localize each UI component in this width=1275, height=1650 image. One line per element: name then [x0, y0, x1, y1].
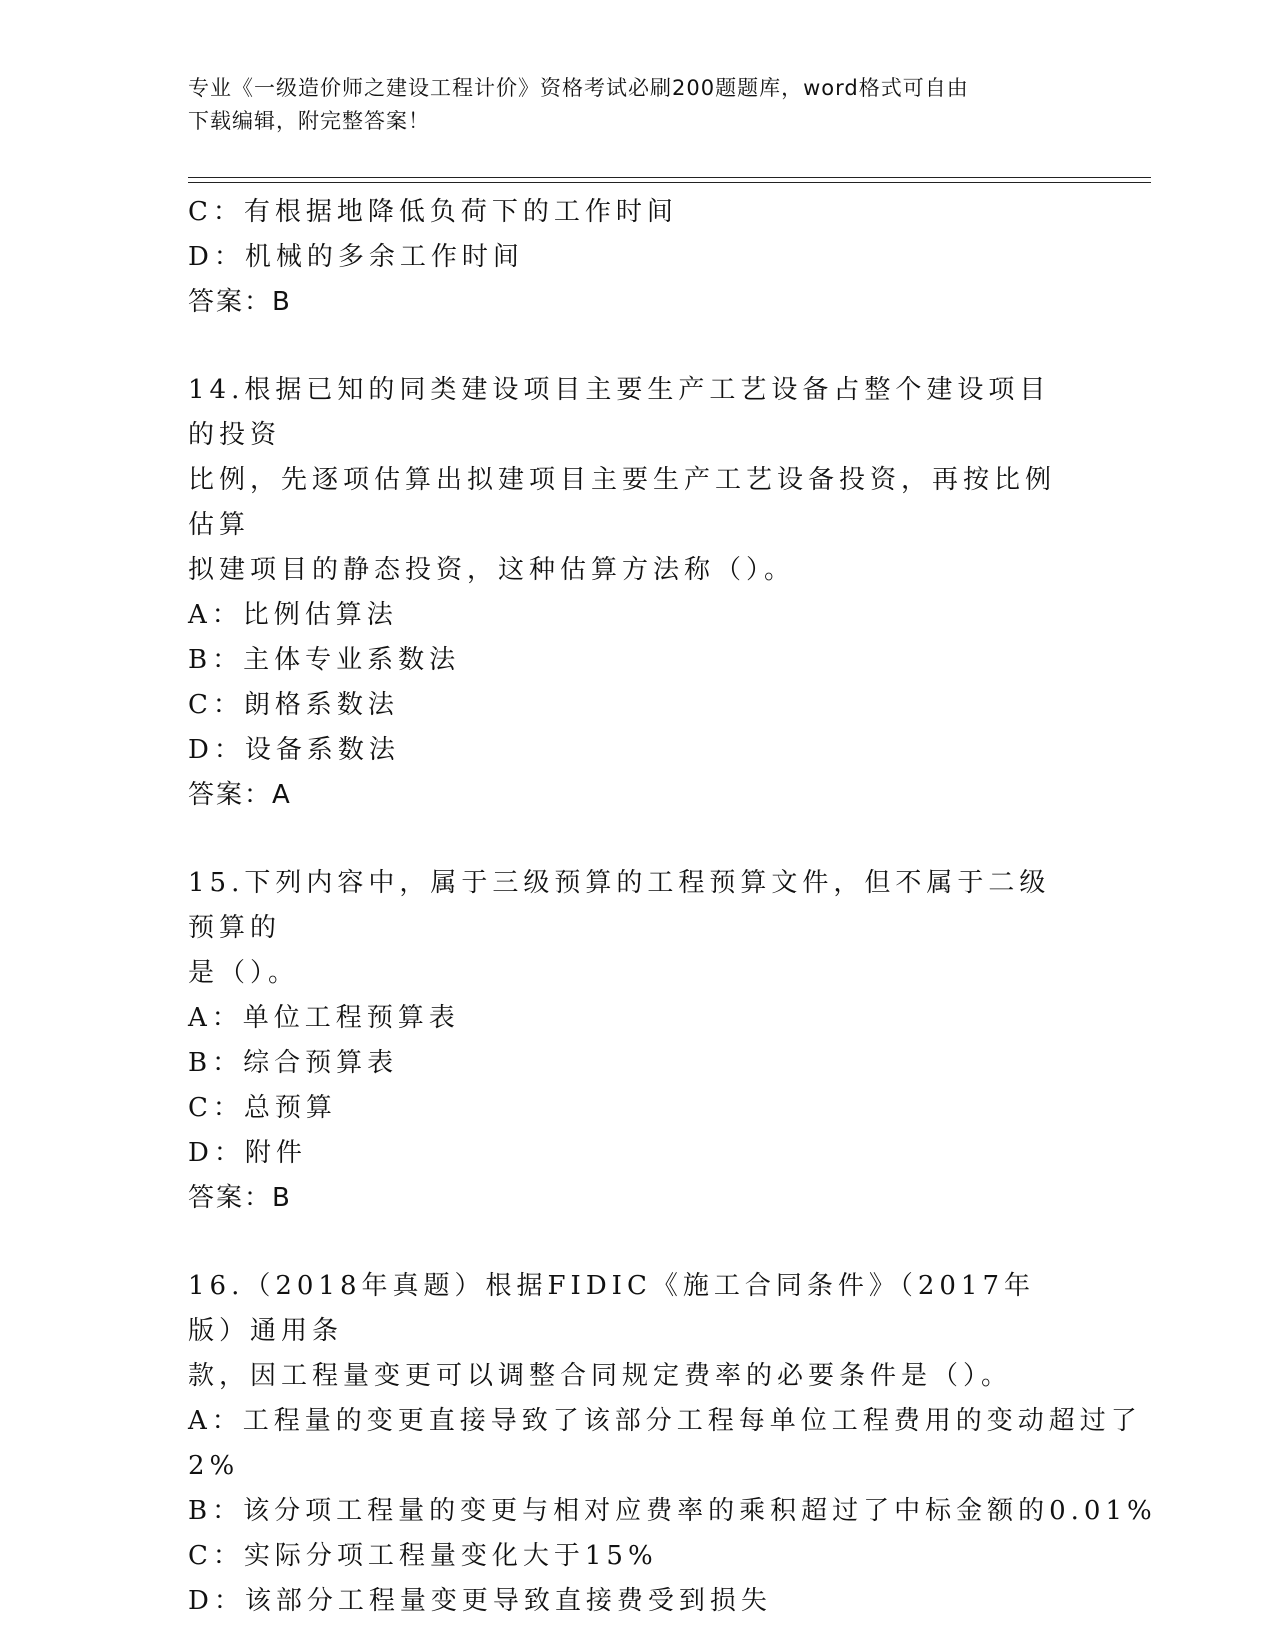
option-a: A：比例估算法	[188, 600, 398, 630]
header-rule-top	[188, 177, 1151, 178]
option-b: B：主体专业系数法	[188, 645, 461, 675]
question-15	[188, 861, 1088, 1221]
option-c: C：总预算	[188, 1093, 337, 1123]
option-a-continued: 2%	[188, 1451, 240, 1481]
question-16	[188, 1264, 1157, 1624]
answer-line: 答案：B	[188, 1183, 292, 1213]
answer-line: 答案：B	[188, 287, 292, 317]
option-b: B：综合预算表	[188, 1048, 399, 1078]
question-line: 16.（2018年真题）根据FIDIC《施工合同条件》（2017年版）通用条	[188, 1271, 1036, 1346]
header-line-2: 下载编辑，附完整答案！	[188, 109, 430, 133]
header-line-1: 专业《一级造价师之建设工程计价》资格考试必刷200题题库，word格式可自由	[188, 76, 969, 100]
header-rule-bottom	[188, 182, 1151, 183]
document-body	[188, 190, 1157, 1624]
previous-question-tail	[188, 190, 1088, 325]
question-line: 14.根据已知的同类建设项目主要生产工艺设备占整个建设项目的投资	[188, 375, 1051, 450]
question-line: 款，因工程量变更可以调整合同规定费率的必要条件是（）。	[188, 1361, 1013, 1391]
question-stem	[188, 861, 1068, 996]
option-d: D：设备系数法	[188, 735, 400, 765]
question-line: 是（）。	[188, 958, 300, 988]
option-d: D：机械的多余工作时间	[188, 242, 524, 272]
option-a: A：单位工程预算表	[188, 1003, 460, 1033]
question-stem	[188, 368, 1068, 593]
option-c: C：有根据地降低负荷下的工作时间	[188, 197, 678, 227]
document-header	[188, 72, 1068, 138]
option-d: D：该部分工程量变更导致直接费受到损失	[188, 1586, 772, 1616]
question-line: 15.下列内容中，属于三级预算的工程预算文件，但不属于二级预算的	[188, 868, 1051, 943]
option-d: D：附件	[188, 1138, 307, 1168]
option-b: B：该分项工程量的变更与相对应费率的乘积超过了中标金额的0.01%	[188, 1496, 1157, 1526]
option-c: C：实际分项工程量变化大于15%	[188, 1541, 658, 1571]
option-c: C：朗格系数法	[188, 690, 399, 720]
question-14	[188, 368, 1088, 818]
answer-line: 答案：A	[188, 780, 292, 810]
question-line: 比例，先逐项估算出拟建项目主要生产工艺设备投资，再按比例估算	[188, 465, 1057, 540]
question-stem	[188, 1264, 1068, 1399]
option-a: A：工程量的变更直接导致了该部分工程每单位工程费用的变动超过了	[188, 1406, 1142, 1436]
question-line: 拟建项目的静态投资，这种估算方法称（）。	[188, 555, 796, 585]
